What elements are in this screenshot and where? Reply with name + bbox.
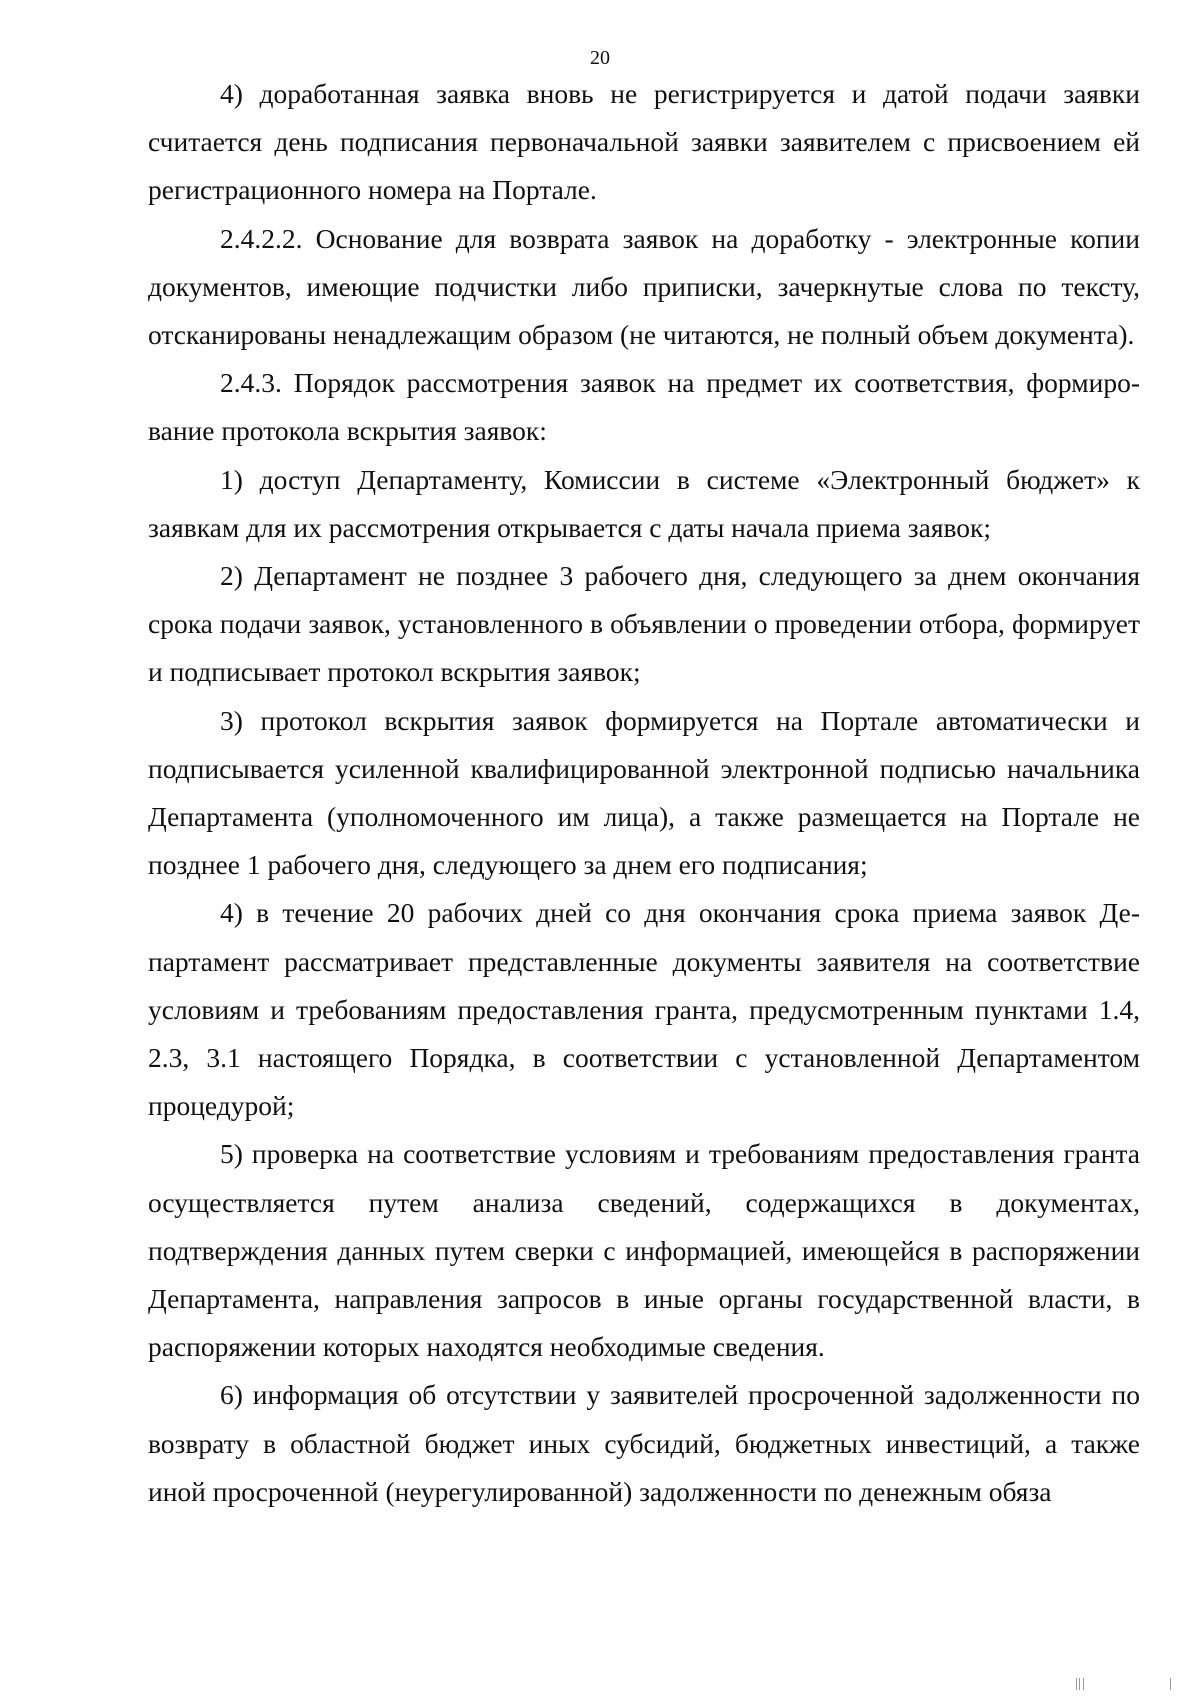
paragraph-item-4-revised-application: 4) доработанная заявка вновь не регистрируется и датой подачи заявки считается день подписания первоначальной заявки заявителем с присвоением ей регистрационного номера на Портале. [148,78,1140,206]
document-body [148,70,1140,1516]
paragraph-item-6-debt-info: 6) информация об отсутствии у заявителей просроченной задолженности по возврату в областной бюджет иных субсидий, бюджетных инвестиций, а также иной просроченной (неурегулированной) задолженности по денежным обяза [148,1379,1140,1507]
paragraph-2-4-2-2: 2.4.2.2. Основание для возврата заявок на доработку - электронные копии документов, имеющие подчистки либо приписки, зачеркнутые слова по тексту, отсканированы ненадлежащим образом (не читаются, не полный объем документа). [148,222,1140,351]
paragraph-2-4-3: 2.4.3. Порядок рассмотрения заявок на предмет их соответствия, формирование протокола вскрытия заявок: [148,367,1140,447]
scan-artifact-mark [1076,1678,1077,1690]
scan-artifact-mark [1170,1678,1171,1690]
paragraph-item-4-review: 4) в течение 20 рабочих дней со дня окончания срока приема заявок Департамент рассматривает представленные документы заявителя на соответствие условиям и требованиям предоставления гранта, предусмотренным пунктами 1.4, 2.3, 3.1 настоящего Порядка, в соответствии с установленной Департаментом процедурой; [148,897,1140,1122]
paragraph-item-5-verification: 5) проверка на соответствие условиям и требованиям предоставления гранта осуществляется путем анализа сведений, содержащихся в документах, подтверждения данных путем сверки с информацией, имеющейся в распоряжении Департамента, направления запросов в иные органы государственной власти, в распоряжении которых находятся необходимые сведения. [148,1138,1140,1363]
scan-artifact-mark [1079,1678,1080,1690]
paragraph-item-3-protocol-signing: 3) протокол вскрытия заявок формируется на Портале автоматически и подписывается усиленной квалифицированной электронной подписью начальника Департамента (уполномоченного им лица), а также размещается на Портале не позднее 1 рабочего дня, следующего за днем его подписания; [148,704,1140,881]
paragraph-item-1-access: 1) доступ Департаменту, Комиссии в системе «Электронный бюджет» к заявкам для их рассмотрения открывается с даты начала приема заявок; [148,463,1140,543]
paragraph-item-2-protocol: 2) Департамент не позднее 3 рабочего дня, следующего за днем окончания срока подачи заявок, установленного в объявлении о проведении отбора, формирует и подписывает протокол вскрытия заявок; [148,560,1140,688]
scan-artifact-mark [1083,1678,1084,1690]
page-number: 20 [590,47,610,69]
